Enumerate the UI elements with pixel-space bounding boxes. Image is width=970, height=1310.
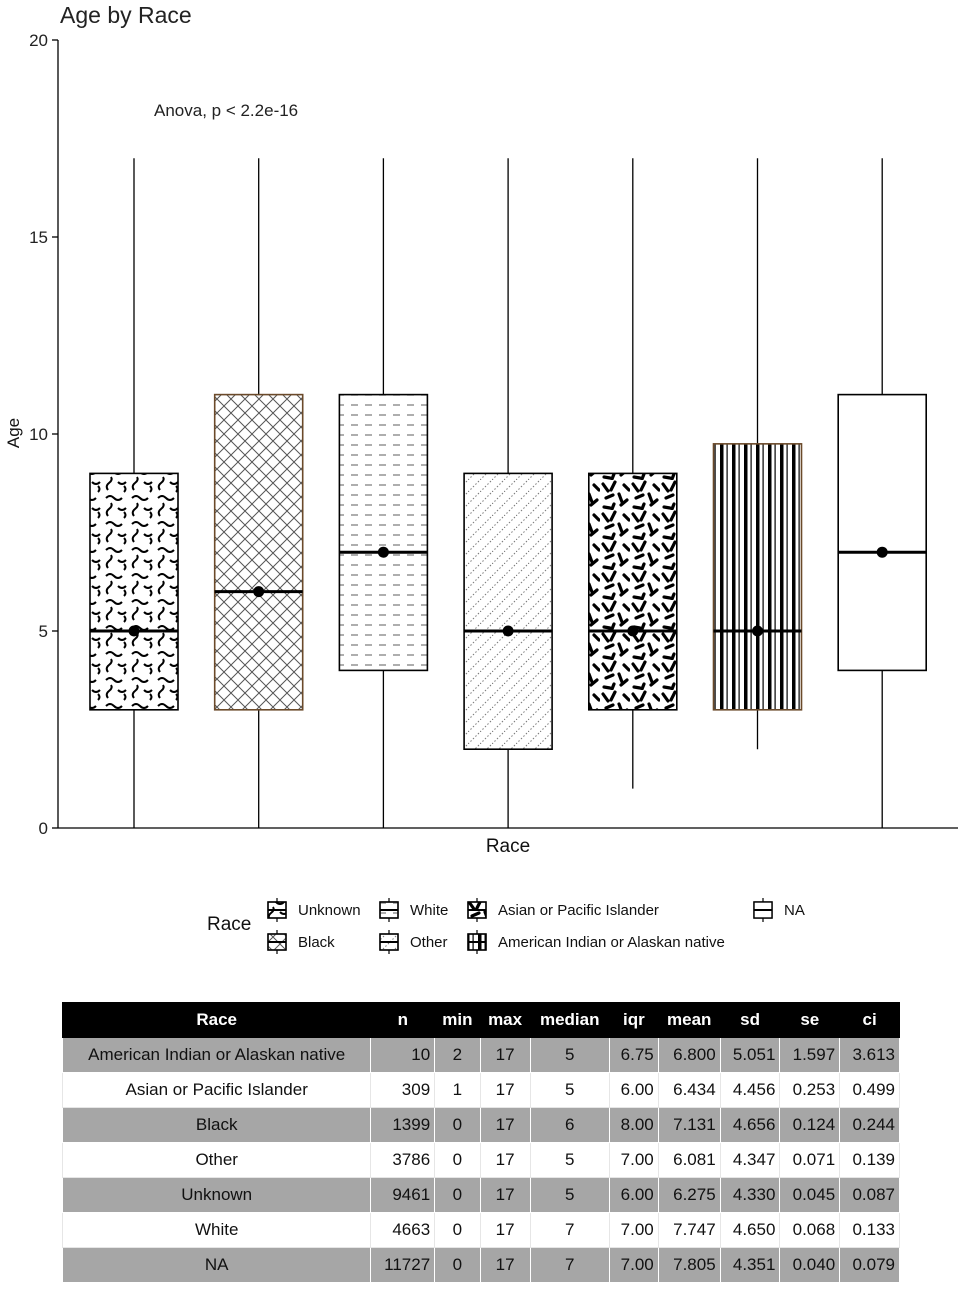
- box-other: [464, 158, 552, 828]
- table-cell: 1.597: [780, 1038, 840, 1073]
- box-iqr: [714, 444, 802, 710]
- table-cell: 11727: [371, 1248, 435, 1283]
- table-cell: 0.068: [780, 1213, 840, 1248]
- table-header-cell: sd: [720, 1003, 780, 1038]
- table-header-cell: Race: [63, 1003, 371, 1038]
- table-cell: 17: [480, 1143, 530, 1178]
- table-cell: Unknown: [63, 1178, 371, 1213]
- legend-label: Black: [298, 933, 335, 951]
- table-cell: NA: [63, 1248, 371, 1283]
- mean-point: [129, 626, 140, 637]
- table-cell: 10: [371, 1038, 435, 1073]
- table-cell: 7: [530, 1248, 609, 1283]
- table-cell: 17: [480, 1108, 530, 1143]
- legend-item: [378, 930, 448, 954]
- box-iqr: [464, 473, 552, 749]
- table-cell: 7.00: [609, 1213, 658, 1248]
- box-iqr: [339, 395, 427, 671]
- table-cell: 6.434: [658, 1073, 720, 1108]
- table-cell: 6.00: [609, 1073, 658, 1108]
- table-cell: 0.253: [780, 1073, 840, 1108]
- summary-stats-table: [62, 1002, 900, 1283]
- legend-item: [378, 898, 448, 922]
- table-cell: 0.244: [840, 1108, 900, 1143]
- box-white: [339, 158, 427, 828]
- table-cell: 7.131: [658, 1108, 720, 1143]
- table-cell: 0.124: [780, 1108, 840, 1143]
- table-row: [63, 1108, 900, 1143]
- table-cell: 3786: [371, 1143, 435, 1178]
- y-tick-label: 0: [38, 819, 48, 838]
- table-cell: 6: [530, 1108, 609, 1143]
- legend: [0, 896, 970, 956]
- table-cell: 0.133: [840, 1213, 900, 1248]
- y-tick-label: 10: [29, 425, 48, 444]
- mean-point: [378, 547, 389, 558]
- y-tick-label: 15: [29, 228, 48, 247]
- box-american-indian-or-alaskan-native: [714, 158, 802, 749]
- table-cell: 7.747: [658, 1213, 720, 1248]
- table-row: [63, 1073, 900, 1108]
- table-cell: 4.656: [720, 1108, 780, 1143]
- mean-point: [253, 586, 264, 597]
- table-cell: 6.081: [658, 1143, 720, 1178]
- table-cell: Black: [63, 1108, 371, 1143]
- table-header-cell: iqr: [609, 1003, 658, 1038]
- mean-point: [627, 626, 638, 637]
- x-axis-label: Race: [485, 836, 531, 857]
- table-cell: 8.00: [609, 1108, 658, 1143]
- table-row: [63, 1143, 900, 1178]
- table-cell: 0: [435, 1108, 480, 1143]
- legend-item: [266, 930, 335, 954]
- legend-key-icon: [466, 930, 488, 954]
- anova-annotation: Anova, p < 2.2e-16: [154, 101, 299, 120]
- legend-title: Race: [207, 914, 252, 935]
- box-na: [838, 158, 926, 828]
- table-cell: 0.139: [840, 1143, 900, 1178]
- y-tick-label: 20: [29, 31, 48, 50]
- table-header-cell: mean: [658, 1003, 720, 1038]
- legend-key-icon: [378, 930, 400, 954]
- table-cell: 0: [435, 1213, 480, 1248]
- table-cell: 0.087: [840, 1178, 900, 1213]
- table-cell: 0.045: [780, 1178, 840, 1213]
- table-cell: 0: [435, 1143, 480, 1178]
- table-cell: 1399: [371, 1108, 435, 1143]
- table-cell: 2: [435, 1038, 480, 1073]
- table-cell: White: [63, 1213, 371, 1248]
- box-iqr: [90, 473, 178, 709]
- table-row: [63, 1038, 900, 1073]
- table-header-row: [63, 1003, 900, 1038]
- table-row: [63, 1213, 900, 1248]
- legend-label: Asian or Pacific Islander: [498, 901, 659, 919]
- table-cell: 17: [480, 1178, 530, 1213]
- table-cell: 0: [435, 1178, 480, 1213]
- table-cell: 17: [480, 1038, 530, 1073]
- table-cell: 4.330: [720, 1178, 780, 1213]
- table-cell: 17: [480, 1213, 530, 1248]
- box-asian-or-pacific-islander: [589, 158, 677, 788]
- box-unknown: [90, 158, 178, 828]
- mean-point: [877, 547, 888, 558]
- legend-item: [466, 898, 659, 922]
- table-cell: 0: [435, 1248, 480, 1283]
- table-cell: 1: [435, 1073, 480, 1108]
- table-row: [63, 1178, 900, 1213]
- table-cell: 7.00: [609, 1143, 658, 1178]
- legend-label: White: [410, 901, 449, 919]
- legend-label: American Indian or Alaskan native: [498, 933, 725, 951]
- box-iqr: [589, 473, 677, 709]
- mean-point: [752, 626, 763, 637]
- table-header-cell: max: [480, 1003, 530, 1038]
- table-cell: Asian or Pacific Islander: [63, 1073, 371, 1108]
- table-cell: Other: [63, 1143, 371, 1178]
- legend-label: NA: [784, 901, 805, 919]
- table-header-cell: min: [435, 1003, 480, 1038]
- mean-point: [503, 626, 514, 637]
- chart-title: Age by Race: [60, 2, 192, 28]
- table-cell: 0.079: [840, 1248, 900, 1283]
- table-cell: 4.456: [720, 1073, 780, 1108]
- table-cell: 17: [480, 1248, 530, 1283]
- table-header-cell: n: [371, 1003, 435, 1038]
- box-iqr: [215, 395, 303, 710]
- table-header-cell: ci: [840, 1003, 900, 1038]
- table-cell: 5.051: [720, 1038, 780, 1073]
- table-cell: 4.650: [720, 1213, 780, 1248]
- box-iqr: [838, 395, 926, 671]
- legend-key-icon: [378, 898, 400, 922]
- legend-key-icon: [266, 898, 288, 922]
- table-cell: 6.75: [609, 1038, 658, 1073]
- table-cell: American Indian or Alaskan native: [63, 1038, 371, 1073]
- table-cell: 0.040: [780, 1248, 840, 1283]
- table-cell: 0.499: [840, 1073, 900, 1108]
- legend-item: [466, 930, 725, 954]
- table-cell: 6.00: [609, 1178, 658, 1213]
- table-cell: 7.00: [609, 1248, 658, 1283]
- table-cell: 7: [530, 1213, 609, 1248]
- table-cell: 309: [371, 1073, 435, 1108]
- table-cell: 6.275: [658, 1178, 720, 1213]
- table-cell: 4663: [371, 1213, 435, 1248]
- table-cell: 5: [530, 1038, 609, 1073]
- table-cell: 17: [480, 1073, 530, 1108]
- legend-item: [266, 898, 361, 922]
- legend-label: Other: [410, 933, 448, 951]
- legend-key-icon: [466, 898, 488, 922]
- table-cell: 4.351: [720, 1248, 780, 1283]
- table-row: [63, 1248, 900, 1283]
- y-axis-label: Age: [4, 417, 23, 449]
- table-cell: 5: [530, 1178, 609, 1213]
- y-tick-label: 5: [38, 622, 48, 641]
- box-black: [215, 158, 303, 828]
- table-cell: 0.071: [780, 1143, 840, 1178]
- legend-key-icon: [266, 930, 288, 954]
- table-cell: 3.613: [840, 1038, 900, 1073]
- legend-item: [752, 898, 805, 922]
- table-header-cell: se: [780, 1003, 840, 1038]
- table-cell: 4.347: [720, 1143, 780, 1178]
- legend-label: Unknown: [298, 901, 361, 919]
- table-cell: 5: [530, 1143, 609, 1178]
- table-cell: 9461: [371, 1178, 435, 1213]
- table-cell: 6.800: [658, 1038, 720, 1073]
- table-header-cell: median: [530, 1003, 609, 1038]
- table-cell: 7.805: [658, 1248, 720, 1283]
- legend-key-icon: [752, 898, 774, 922]
- table-cell: 5: [530, 1073, 609, 1108]
